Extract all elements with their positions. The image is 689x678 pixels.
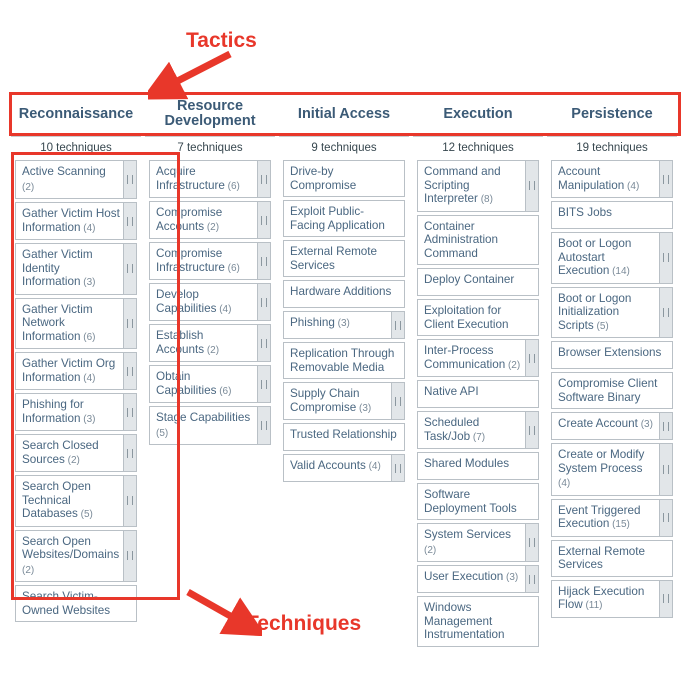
technique-cell[interactable] bbox=[417, 339, 539, 377]
technique-name: Stage Capabilities bbox=[156, 411, 251, 424]
technique-cell[interactable] bbox=[551, 580, 673, 618]
subtechnique-count: (3) bbox=[80, 413, 96, 425]
technique-name: Boot or Logon Initialization Scripts bbox=[558, 291, 632, 332]
expand-subtechniques-icon[interactable] bbox=[257, 243, 270, 279]
technique-name: Supply Chain Compromise bbox=[290, 387, 360, 414]
subtechnique-count: (4) bbox=[624, 180, 640, 192]
techniques-annotation-label: Techniques bbox=[246, 612, 362, 635]
technique-name: Active Scanning bbox=[22, 165, 106, 178]
technique-name: User Execution bbox=[424, 570, 504, 583]
technique-name: Trusted Relationship bbox=[290, 428, 397, 441]
expand-subtechniques-icon[interactable] bbox=[123, 161, 136, 198]
technique-name: External Remote Services bbox=[290, 245, 378, 272]
expand-subtechniques-icon[interactable] bbox=[525, 412, 538, 448]
technique-cell[interactable] bbox=[283, 454, 405, 482]
technique-name: Hijack Execution Flow bbox=[558, 584, 645, 611]
expand-subtechniques-icon[interactable] bbox=[257, 284, 270, 320]
technique-cell[interactable] bbox=[283, 382, 405, 420]
technique-name: Shared Modules bbox=[424, 457, 510, 470]
technique-cell[interactable] bbox=[283, 200, 405, 237]
expand-subtechniques-icon[interactable] bbox=[659, 444, 672, 495]
subtechnique-count: (5) bbox=[77, 509, 93, 520]
expand-subtechniques-icon[interactable] bbox=[525, 524, 538, 561]
technique-cell[interactable] bbox=[15, 475, 137, 527]
technique-cell[interactable] bbox=[283, 423, 405, 451]
tactic-column bbox=[9, 92, 143, 662]
technique-cell[interactable] bbox=[417, 299, 539, 336]
expand-subtechniques-icon[interactable] bbox=[525, 566, 538, 592]
technique-cell[interactable] bbox=[417, 483, 539, 520]
technique-name: Scheduled Task/Job bbox=[424, 416, 480, 443]
subtechnique-count: (8) bbox=[477, 194, 493, 205]
technique-cell[interactable] bbox=[283, 311, 405, 339]
technique-cell[interactable] bbox=[15, 352, 137, 390]
technique-cell[interactable] bbox=[149, 201, 271, 239]
technique-name: Search Closed Sources bbox=[22, 439, 99, 466]
subtechnique-count: (11) bbox=[582, 600, 603, 611]
expand-subtechniques-icon[interactable] bbox=[659, 413, 672, 439]
technique-cell[interactable] bbox=[15, 393, 137, 431]
technique-name: Search Open Websites/Domains bbox=[22, 534, 120, 561]
expand-subtechniques-icon[interactable] bbox=[257, 407, 270, 444]
technique-cell[interactable] bbox=[417, 452, 539, 480]
tactic-technique-count: 7 techniques bbox=[145, 136, 275, 160]
technique-cell[interactable] bbox=[283, 160, 405, 197]
technique-list bbox=[283, 160, 405, 482]
tactic-column bbox=[143, 92, 277, 662]
subtechnique-count: (3) bbox=[637, 419, 653, 430]
expand-subtechniques-icon[interactable] bbox=[257, 161, 270, 197]
technique-list bbox=[551, 160, 673, 618]
technique-cell[interactable] bbox=[551, 232, 673, 284]
tactics-annotation-label: Tactics bbox=[186, 29, 257, 52]
technique-cell[interactable] bbox=[149, 365, 271, 403]
technique-cell[interactable] bbox=[15, 298, 137, 350]
technique-list bbox=[15, 160, 137, 622]
technique-name: Boot or Logon Autostart Execution bbox=[558, 237, 632, 277]
technique-name: Develop Capabilities bbox=[156, 288, 217, 315]
technique-name: Acquire Infrastructure bbox=[156, 165, 225, 192]
technique-name: Establish Accounts bbox=[156, 329, 205, 356]
expand-subtechniques-icon[interactable] bbox=[123, 435, 136, 471]
technique-list bbox=[149, 160, 271, 445]
technique-name: System Services bbox=[424, 528, 512, 541]
expand-subtechniques-icon[interactable] bbox=[123, 353, 136, 389]
technique-name: Compromise Client Software Binary bbox=[558, 377, 658, 404]
technique-name: Event Triggered Execution bbox=[558, 503, 641, 530]
subtechnique-count: (2) bbox=[424, 544, 437, 556]
technique-cell[interactable] bbox=[417, 160, 539, 212]
expand-subtechniques-icon[interactable] bbox=[257, 202, 270, 238]
subtechnique-count: (3) bbox=[334, 318, 350, 329]
subtechnique-count: (6) bbox=[80, 331, 96, 343]
tactic-column bbox=[411, 92, 545, 662]
subtechnique-count: (3) bbox=[356, 402, 372, 414]
technique-name: External Remote Services bbox=[558, 544, 646, 571]
technique-cell[interactable] bbox=[551, 341, 673, 369]
technique-name: Obtain Capabilities bbox=[156, 370, 217, 397]
tactic-header[interactable]: Reconnaissance bbox=[18, 105, 134, 122]
technique-cell[interactable] bbox=[15, 530, 137, 583]
technique-name: Native API bbox=[424, 385, 479, 398]
technique-name: Windows Management Instrumentation bbox=[424, 601, 505, 641]
subtechnique-count: (4) bbox=[80, 372, 96, 384]
technique-name: Inter-Process Communication bbox=[424, 344, 506, 371]
technique-name: Gather Victim Network Information bbox=[22, 302, 93, 343]
technique-name: Compromise Infrastructure bbox=[156, 247, 225, 274]
subtechnique-count: (14) bbox=[609, 266, 630, 277]
technique-name: Create Account bbox=[558, 417, 638, 430]
tactic-technique-count: 9 techniques bbox=[279, 136, 409, 160]
technique-cell[interactable] bbox=[15, 202, 137, 240]
technique-cell[interactable] bbox=[149, 160, 271, 198]
technique-cell[interactable] bbox=[417, 215, 539, 266]
technique-cell[interactable] bbox=[15, 160, 137, 199]
tactic-header[interactable]: Persistence bbox=[571, 105, 653, 122]
technique-name: Replication Through Removable Media bbox=[290, 347, 395, 374]
expand-subtechniques-icon[interactable] bbox=[391, 455, 404, 481]
subtechnique-count: (15) bbox=[609, 519, 630, 530]
subtechnique-count: (6) bbox=[224, 180, 240, 192]
technique-cell[interactable] bbox=[417, 411, 539, 449]
technique-name: Valid Accounts bbox=[290, 459, 366, 472]
technique-cell[interactable] bbox=[417, 268, 539, 296]
tactic-column bbox=[277, 92, 411, 662]
subtechnique-count: (2) bbox=[204, 221, 220, 233]
technique-cell[interactable] bbox=[149, 283, 271, 321]
technique-name: Gather Victim Identity Information bbox=[22, 248, 93, 288]
technique-name: Phishing for Information bbox=[22, 398, 84, 425]
expand-subtechniques-icon[interactable] bbox=[659, 288, 672, 338]
tactic-column bbox=[545, 92, 679, 662]
expand-subtechniques-icon[interactable] bbox=[123, 299, 136, 349]
technique-name: Gather Victim Org Information bbox=[22, 357, 116, 384]
technique-name: Compromise Accounts bbox=[156, 206, 223, 233]
subtechnique-count: (2) bbox=[505, 359, 521, 371]
technique-name: Browser Extensions bbox=[558, 346, 662, 359]
subtechnique-count: (2) bbox=[22, 181, 35, 193]
subtechnique-count: (3) bbox=[80, 277, 96, 288]
technique-cell[interactable] bbox=[551, 160, 673, 198]
technique-cell[interactable] bbox=[149, 406, 271, 445]
technique-cell[interactable] bbox=[283, 240, 405, 277]
expand-subtechniques-icon[interactable] bbox=[525, 340, 538, 376]
technique-name: Hardware Additions bbox=[290, 285, 392, 298]
technique-name: BITS Jobs bbox=[558, 206, 612, 219]
technique-cell[interactable] bbox=[551, 201, 673, 229]
tactics-arrow bbox=[148, 48, 238, 100]
technique-cell[interactable] bbox=[417, 565, 539, 593]
subtechnique-count: (7) bbox=[470, 431, 486, 443]
technique-cell[interactable] bbox=[551, 412, 673, 440]
technique-cell[interactable] bbox=[149, 242, 271, 280]
technique-name: Gather Victim Host Information bbox=[22, 207, 120, 234]
subtechnique-count: (3) bbox=[503, 572, 519, 583]
expand-subtechniques-icon[interactable] bbox=[123, 244, 136, 294]
technique-cell[interactable] bbox=[15, 243, 137, 295]
subtechnique-count: (4) bbox=[216, 303, 232, 315]
technique-cell[interactable] bbox=[417, 596, 539, 647]
expand-subtechniques-icon[interactable] bbox=[391, 312, 404, 338]
technique-cell[interactable] bbox=[417, 380, 539, 408]
tactic-technique-count: 19 techniques bbox=[547, 136, 677, 160]
expand-subtechniques-icon[interactable] bbox=[123, 476, 136, 526]
expand-subtechniques-icon[interactable] bbox=[659, 581, 672, 617]
technique-list bbox=[417, 160, 539, 647]
expand-subtechniques-icon[interactable] bbox=[525, 161, 538, 211]
technique-cell[interactable] bbox=[551, 499, 673, 537]
subtechnique-count: (4) bbox=[365, 461, 381, 472]
technique-cell[interactable] bbox=[551, 540, 673, 577]
technique-name: Exploitation for Client Execution bbox=[424, 304, 509, 331]
technique-name: Deploy Container bbox=[424, 273, 515, 286]
technique-cell[interactable] bbox=[551, 372, 673, 409]
technique-cell[interactable] bbox=[15, 585, 137, 622]
expand-subtechniques-icon[interactable] bbox=[659, 500, 672, 536]
attack-matrix bbox=[9, 92, 681, 662]
technique-cell[interactable] bbox=[551, 443, 673, 496]
technique-name: Phishing bbox=[290, 316, 335, 329]
technique-name: Command and Scripting Interpreter bbox=[424, 165, 501, 205]
tactic-technique-count: 10 techniques bbox=[11, 136, 141, 160]
subtechnique-count: (5) bbox=[156, 427, 169, 439]
technique-name: Search Open Technical Databases bbox=[22, 480, 91, 520]
subtechnique-count: (5) bbox=[593, 320, 609, 332]
expand-subtechniques-icon[interactable] bbox=[123, 203, 136, 239]
subtechnique-count: (2) bbox=[204, 344, 220, 356]
tactic-header[interactable]: Resource Development bbox=[164, 98, 256, 129]
technique-cell[interactable] bbox=[551, 287, 673, 339]
expand-subtechniques-icon[interactable] bbox=[391, 383, 404, 419]
subtechnique-count: (6) bbox=[216, 385, 232, 397]
technique-name: Account Manipulation bbox=[558, 165, 625, 192]
expand-subtechniques-icon[interactable] bbox=[257, 325, 270, 361]
expand-subtechniques-icon[interactable] bbox=[123, 531, 136, 582]
subtechnique-count: (6) bbox=[224, 262, 240, 274]
subtechnique-count: (2) bbox=[64, 454, 80, 466]
tactic-header[interactable]: Execution bbox=[443, 105, 513, 122]
technique-name: Container Administration Command bbox=[424, 219, 499, 260]
technique-name: Software Deployment Tools bbox=[424, 488, 517, 515]
subtechnique-count: (4) bbox=[558, 478, 571, 489]
technique-cell[interactable] bbox=[417, 523, 539, 562]
expand-subtechniques-icon[interactable] bbox=[257, 366, 270, 402]
tactic-technique-count: 12 techniques bbox=[413, 136, 543, 160]
technique-cell[interactable] bbox=[149, 324, 271, 362]
technique-cell[interactable] bbox=[283, 342, 405, 379]
subtechnique-count: (2) bbox=[22, 564, 35, 576]
expand-subtechniques-icon[interactable] bbox=[659, 161, 672, 197]
technique-name: Create or Modify System Process bbox=[558, 448, 645, 475]
technique-name: Drive-by Compromise bbox=[290, 165, 357, 192]
expand-subtechniques-icon[interactable] bbox=[123, 394, 136, 430]
technique-name: Search Victim-Owned Websites bbox=[22, 590, 111, 617]
tactic-header[interactable]: Initial Access bbox=[297, 105, 391, 122]
technique-name: Exploit Public-Facing Application bbox=[290, 205, 385, 232]
expand-subtechniques-icon[interactable] bbox=[659, 233, 672, 283]
subtechnique-count: (4) bbox=[80, 222, 96, 234]
technique-cell[interactable] bbox=[15, 434, 137, 472]
technique-cell[interactable] bbox=[283, 280, 405, 308]
